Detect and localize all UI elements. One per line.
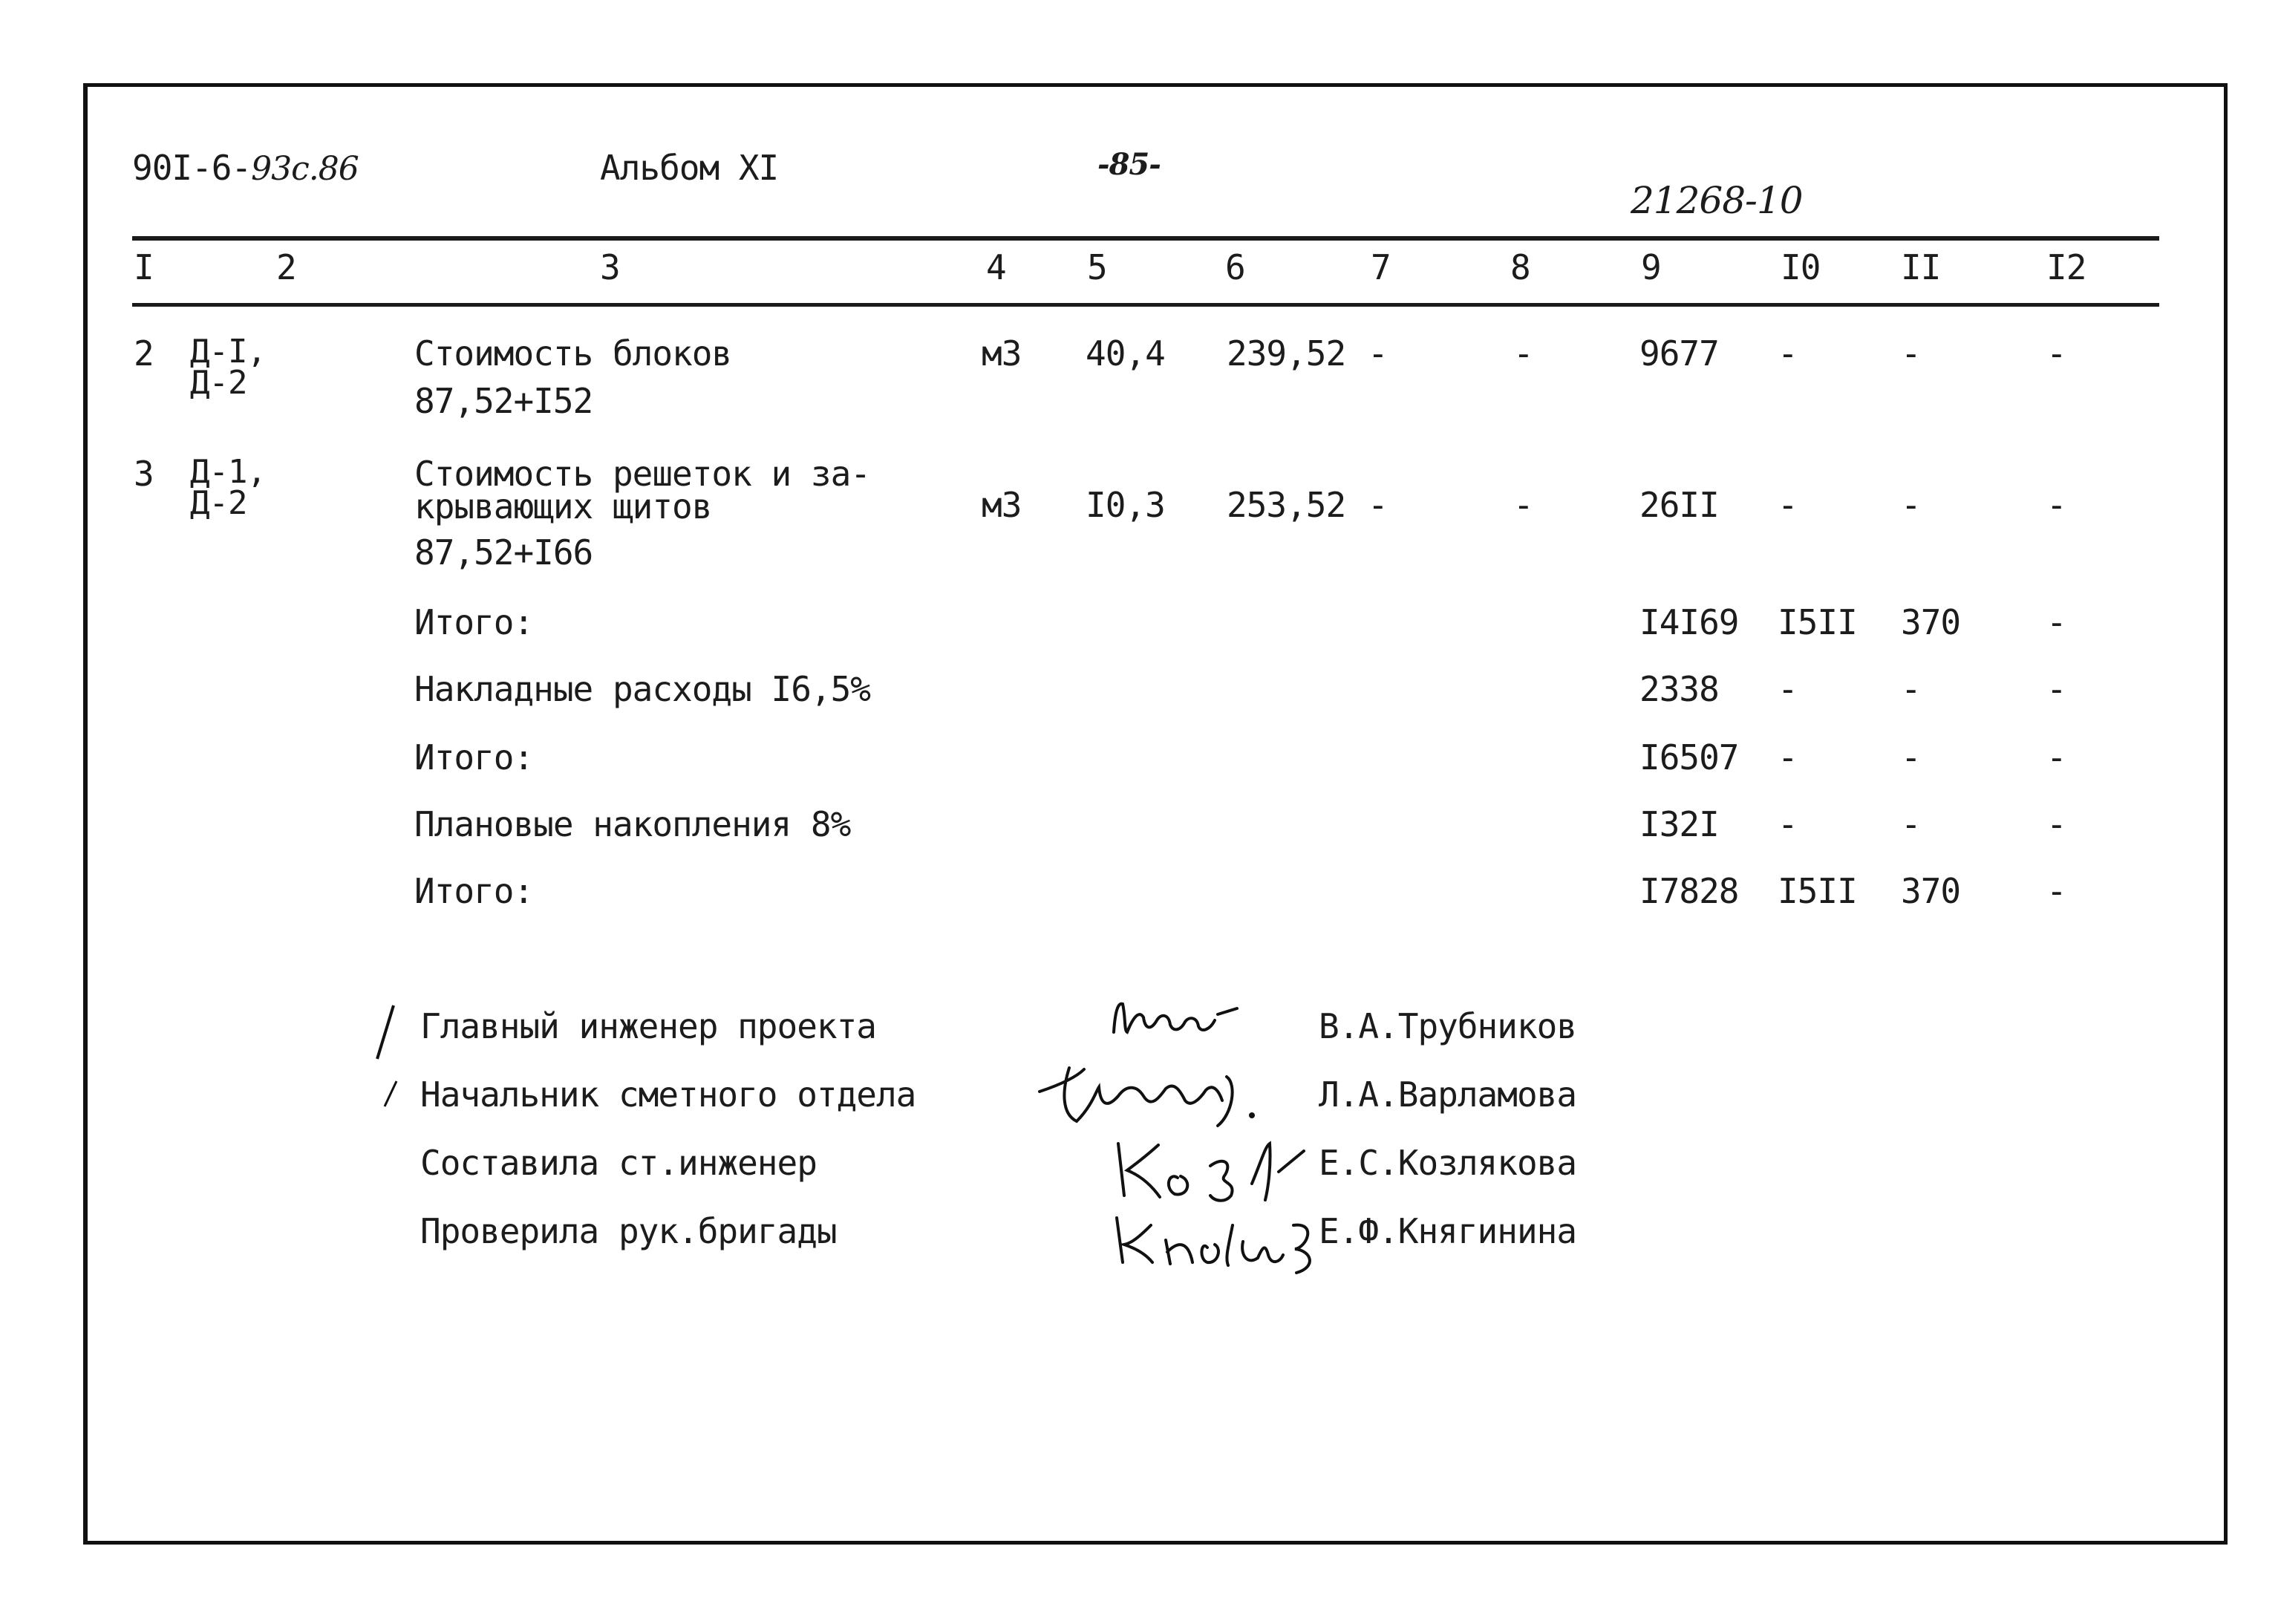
col-header-1: I xyxy=(134,247,154,287)
row-col12: - xyxy=(2046,333,2066,374)
col-header-12: I2 xyxy=(2046,247,2086,287)
row-unit-price: 239,52 xyxy=(1227,333,1346,374)
album-label: Альбом XI xyxy=(600,148,779,188)
page-number: -85- xyxy=(1097,147,1161,182)
row-col10: - xyxy=(1778,333,1798,374)
signatory-name: В.А.Трубников xyxy=(1319,1006,1577,1046)
col-header-11: II xyxy=(1901,247,1941,287)
summary-col11: 370 xyxy=(1901,871,1961,911)
signature-role: Начальник сметного отдела xyxy=(420,1074,916,1115)
handwritten-signature xyxy=(1106,988,1270,1047)
row-quantity: I0,3 xyxy=(1086,485,1165,525)
col-header-7: 7 xyxy=(1371,247,1391,287)
summary-col12: - xyxy=(2046,669,2066,709)
row-item-name: Стоимость блоков xyxy=(414,333,732,374)
summary-col12: - xyxy=(2046,871,2066,911)
row-unit: м3 xyxy=(982,485,1022,525)
summary-label: Плановые накопления 8% xyxy=(414,804,851,844)
row-quantity: 40,4 xyxy=(1086,333,1165,374)
col-header-8: 8 xyxy=(1510,247,1530,287)
summary-label: Накладные расходы I6,5% xyxy=(414,669,870,709)
row-col7: - xyxy=(1368,485,1388,525)
col-header-10: I0 xyxy=(1781,247,1821,287)
handwritten-code: 93с.86 xyxy=(251,150,359,188)
row-code-line: Д-I, xyxy=(190,333,266,371)
row-col11: - xyxy=(1901,333,1921,374)
header-bottom-rule xyxy=(132,303,2159,307)
signatory-name: Е.Ф.Княгинина xyxy=(1319,1211,1577,1251)
summary-col10: I5II xyxy=(1778,602,1857,642)
document-number: 21268-10 xyxy=(1631,179,1803,222)
row-item-name: крывающих щитов xyxy=(414,486,712,526)
row-col7: - xyxy=(1368,333,1388,374)
handwritten-signature xyxy=(1032,1054,1285,1136)
row-col11: - xyxy=(1901,485,1921,525)
summary-col10: - xyxy=(1778,669,1798,709)
col-header-5: 5 xyxy=(1087,247,1107,287)
summary-col11: - xyxy=(1901,804,1921,844)
summary-col11: 370 xyxy=(1901,602,1961,642)
row-col8: - xyxy=(1513,485,1533,525)
row-unit: м3 xyxy=(982,333,1022,374)
summary-col12: - xyxy=(2046,804,2066,844)
summary-col10: - xyxy=(1778,737,1798,777)
row-item-name: Стоимость решеток и за- xyxy=(414,454,870,494)
signature-role: Составила ст.инженер xyxy=(420,1143,817,1183)
row-code-line: Д-2 xyxy=(190,364,247,402)
summary-col12: - xyxy=(2046,602,2066,642)
col-header-3: 3 xyxy=(600,247,620,287)
row-code-line: Д-1, xyxy=(190,453,266,491)
signatory-name: Е.С.Козлякова xyxy=(1319,1143,1577,1183)
row-col10: - xyxy=(1778,485,1798,525)
row-formula: 87,52+I52 xyxy=(414,381,593,421)
header-top-rule xyxy=(132,236,2159,241)
col-header-4: 4 xyxy=(986,247,1006,287)
document-code: 90I-6-93с.86 xyxy=(132,148,359,188)
row-number: 3 xyxy=(134,454,154,494)
row-total-cost: 26II xyxy=(1639,485,1719,525)
col-header-9: 9 xyxy=(1641,247,1661,287)
summary-col10: I5II xyxy=(1778,871,1857,911)
summary-col9: I32I xyxy=(1639,804,1719,844)
summary-col10: - xyxy=(1778,804,1798,844)
check-mark xyxy=(371,1002,401,1062)
summary-col9: I6507 xyxy=(1639,737,1739,777)
row-col12: - xyxy=(2046,485,2066,525)
check-mark xyxy=(379,1077,401,1114)
summary-label: Итого: xyxy=(414,871,534,911)
summary-col11: - xyxy=(1901,669,1921,709)
summary-label: Итого: xyxy=(414,737,534,777)
summary-col9: I7828 xyxy=(1639,871,1739,911)
summary-col12: - xyxy=(2046,737,2066,777)
summary-label: Итого: xyxy=(414,602,534,642)
summary-col9: I4I69 xyxy=(1639,602,1739,642)
signatory-name: Л.А.Варламова xyxy=(1319,1074,1577,1115)
row-total-cost: 9677 xyxy=(1639,333,1719,374)
signature-role: Главный инженер проекта xyxy=(420,1006,876,1046)
row-number: 2 xyxy=(134,333,154,374)
summary-col11: - xyxy=(1901,737,1921,777)
signature-role: Проверила рук.бригады xyxy=(420,1211,837,1251)
col-header-2: 2 xyxy=(276,247,296,287)
col-header-6: 6 xyxy=(1225,247,1245,287)
row-col8: - xyxy=(1513,333,1533,374)
summary-col9: 2338 xyxy=(1639,669,1719,709)
handwritten-signature xyxy=(1106,1196,1322,1277)
row-unit-price: 253,52 xyxy=(1227,485,1346,525)
row-code-line: Д-2 xyxy=(190,484,247,522)
row-formula: 87,52+I66 xyxy=(414,532,593,573)
